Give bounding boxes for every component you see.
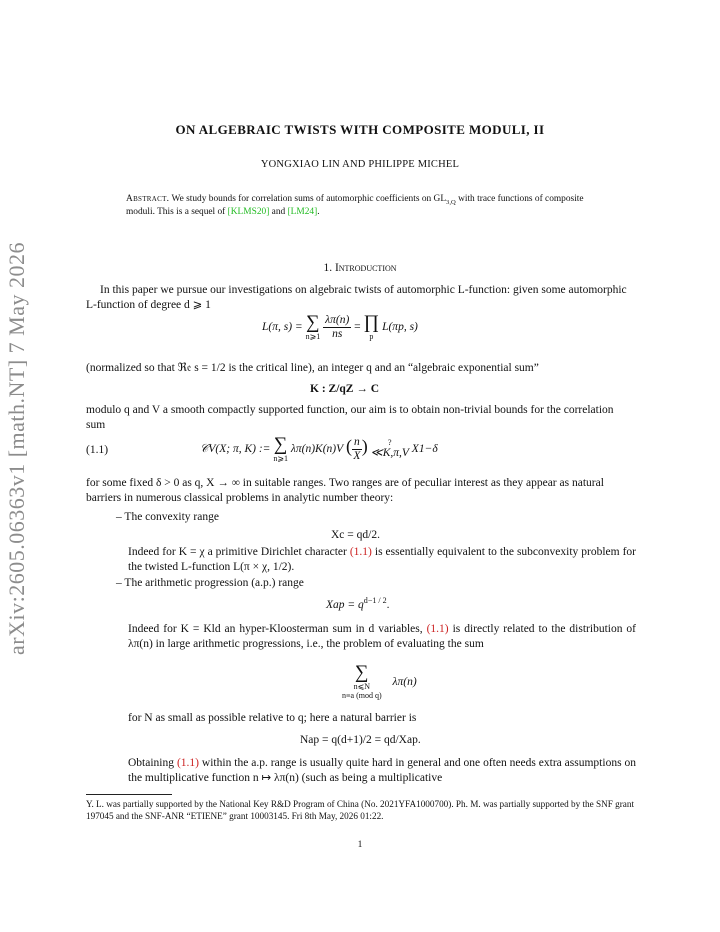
eq3-sum — [273, 436, 288, 463]
eq3-lhs: 𝒞V(X; π, K) := — [200, 443, 274, 456]
eq1-fraction — [323, 314, 351, 341]
abstract-text-4: . — [317, 206, 320, 217]
eq3-sum-limit: n⩾1 — [273, 454, 289, 463]
xap-lhs: Xap = q — [326, 599, 364, 611]
eq1-lhs: L(π, s) = — [262, 321, 306, 334]
page-number: 1 — [357, 840, 363, 850]
ap-sum — [342, 664, 382, 700]
intro-paragraph-1: In this paper we pursue our investigations on algebraic twists of automorphic L-function: given some automorphic L-function of degree d ⩾ 1 — [86, 284, 627, 311]
ap-text-2: is directly related to the distribution of λπ(n) in large arithmetic progressions, i.e., the problem of evaluating the sum — [128, 623, 636, 650]
ap-paragraph — [128, 622, 636, 651]
equation-label-1-1: (1.1) — [86, 444, 109, 456]
list-dash: – — [116, 577, 122, 589]
equation-nap: Nap = q(d+1)/2 = qd/Xap. — [300, 734, 421, 746]
ap-sum-body: λπ(n) — [392, 675, 417, 688]
abstract-text-2: with trace functions of composite moduli. This is a sequel of — [126, 194, 584, 217]
intro-paragraph-4: for some fixed δ > 0 as q, X → ∞ in suitable ranges. Two ranges are of peculiar interest as they appear as natural barriers in numerous classical problems in analytic number theory: — [86, 477, 604, 504]
eq1-numerator: λπ(n) — [325, 314, 350, 326]
ap-sum-limit-1: n⩽N — [353, 682, 371, 691]
intro-paragraph-3: modulo q and V a smooth compactly supported function, our aim is to obtain non-trivial bounds for the correlation sum — [86, 404, 614, 431]
equation-ref-1-1[interactable]: (1.1) — [176, 757, 199, 769]
eq3-denominator: X — [353, 450, 361, 462]
eq3-rhs: X1−δ — [411, 443, 438, 456]
equation-exponential-sum: K : Z/qZ → C — [310, 383, 380, 395]
equation-lfunction — [262, 314, 418, 341]
list-item-convexity — [116, 510, 636, 525]
abstract-text-3: and — [269, 206, 288, 217]
section-heading — [0, 261, 720, 276]
ap-label: The arithmetic progression (a.p.) range — [124, 577, 304, 589]
footnote: Y. L. was partially supported by the National Key R&D Program of China (No. 2021YFA1000700). Ph. M. was partially supported by the SNF grant 197045 and the SNF-ANR “ETIENE” grant 10003145. Fri 8th May, 2026 01:22. — [86, 799, 635, 822]
eq1-product — [364, 314, 380, 341]
list-item-arithmetic-progression — [116, 576, 636, 591]
footnote-rule — [86, 794, 172, 795]
paper-title: ON ALGEBRAIC TWISTS WITH COMPOSITE MODULI, II — [175, 122, 545, 137]
abstract-text: We study bounds for correlation sums of automorphic coefficients on GL — [171, 194, 447, 204]
eq3-numerator: n — [354, 436, 360, 448]
eq3-body: λπ(n)K(n)V — [290, 443, 344, 456]
citation-lm24[interactable]: [LM24] — [287, 206, 318, 217]
eq1-sum — [306, 314, 321, 341]
eq1-equals: = — [354, 321, 364, 334]
eq3-fraction — [352, 436, 362, 463]
eq3-relation — [371, 439, 409, 460]
intro-paragraph-2: (normalized so that ℜ𝔢 s = 1/2 is the critical line), an integer q and an “algebraic exponential sum” — [86, 362, 539, 374]
eq1-rhs: L(πp, s) — [382, 321, 418, 334]
list-dash: – — [116, 511, 122, 523]
ap-text-4a: Obtaining — [128, 757, 177, 769]
arxiv-identifier-stamp: arXiv:2605.06363v1 [math.NT] 7 May 2026 — [4, 242, 29, 655]
ap-paragraph-2: for N as small as possible relative to q; here a natural barrier is — [128, 712, 417, 724]
convexity-text-2: is essentially equivalent to the subconvexity problem for the twisted L-function L(π × χ, 1/2). — [128, 546, 637, 573]
equation-xc: Xc = qd/2. — [331, 529, 380, 541]
paper-authors: YONGXIAO LIN AND PHILIPPE MICHEL — [260, 159, 460, 170]
ap-sum-limit-2: n≡a (mod q) — [342, 691, 382, 700]
citation-klms20[interactable]: [KLMS20] — [227, 206, 270, 217]
convexity-label: The convexity range — [124, 511, 219, 523]
xap-period: . — [386, 599, 390, 611]
abstract-subscript: 3,Q — [446, 198, 456, 206]
xap-exponent: d−1 / 2 — [363, 596, 387, 606]
abstract-block — [126, 193, 596, 218]
eq1-sum-limit: n⩾1 — [305, 332, 321, 341]
equation-ref-1-1[interactable]: (1.1) — [426, 623, 449, 635]
product-sign: ∏ — [363, 312, 380, 333]
eq3-ll-symbol: ≪K,π,V — [370, 447, 409, 459]
eq1-denominator: ns — [332, 328, 343, 340]
convexity-text-1: Indeed for K = χ a primitive Dirichlet character — [128, 546, 350, 558]
sum-sign: ∑ — [355, 662, 369, 683]
abstract-label: Abstract. — [126, 194, 170, 204]
ap-text-4b: within the a.p. range is usually quite hard in general and one often needs extra assumptions on the multiplicative function n ↦ λπ(n) (such as being a multiplicative — [128, 757, 636, 784]
sum-sign: ∑ — [306, 312, 320, 333]
paren-open: ( — [346, 436, 353, 457]
ap-text-1: Indeed for K = Kld an hyper-Kloosterman sum in d variables, — [128, 623, 427, 635]
section-title: Introduction — [334, 262, 397, 274]
ap-paragraph-3 — [128, 756, 636, 785]
eq3-question-mark: ? — [388, 438, 392, 447]
sum-sign: ∑ — [273, 434, 288, 455]
equation-correlation-sum — [200, 436, 438, 463]
section-number: 1. — [323, 262, 333, 274]
equation-xap — [326, 598, 390, 613]
equation-ref-1-1[interactable]: (1.1) — [349, 546, 372, 558]
convexity-paragraph — [128, 545, 636, 574]
paren-close: ) — [361, 436, 368, 457]
eq1-product-limit: p — [369, 332, 374, 341]
equation-ap-sum — [342, 664, 417, 700]
